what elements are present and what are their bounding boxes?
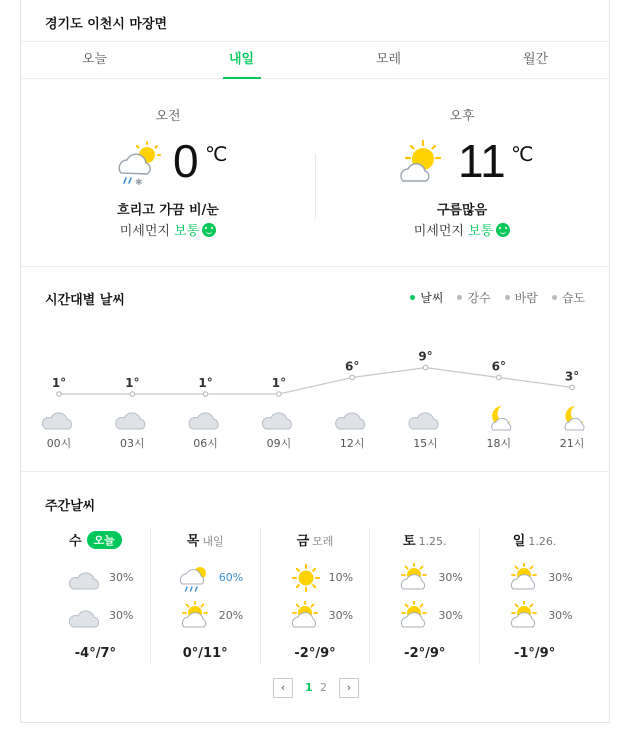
weekly-columns	[41, 528, 589, 664]
legend-label: 날씨	[420, 291, 444, 305]
legend-humidity[interactable]	[552, 289, 585, 306]
smile-face-icon	[496, 223, 510, 237]
sun-cloud-icon	[289, 601, 323, 631]
temp-point	[350, 375, 355, 380]
hourly-weather	[21, 267, 609, 472]
hourly-title: 시간대별 날씨	[45, 293, 125, 308]
am-condition: 흐리고 가끔 비/눈	[117, 203, 219, 218]
temp-point	[423, 365, 428, 370]
legend-dot	[457, 295, 462, 300]
temp-label: 6°	[345, 359, 360, 374]
pm-label: 오후	[449, 109, 475, 124]
weekly-am-row	[151, 563, 260, 593]
cloud-icon	[42, 413, 71, 429]
temp-point	[130, 392, 135, 397]
weekly-am-precip: 30%	[548, 571, 573, 584]
legend-label: 습도	[561, 291, 585, 305]
cloud-icon	[262, 413, 291, 429]
weekly-am-row	[41, 563, 150, 593]
sun-cloud-icon	[398, 601, 432, 631]
weekly-day-name: 목	[186, 534, 200, 549]
pm-condition: 구름많음	[436, 203, 488, 218]
am-temperature: 0	[173, 135, 199, 187]
weekly-day-header	[151, 530, 260, 549]
weekly-title: 주간날씨	[45, 499, 96, 514]
weekly-day-sub: 1.25.	[418, 535, 447, 548]
cloud-sun-rain-snow-icon	[113, 139, 165, 189]
today-badge: 오늘	[87, 531, 122, 549]
legend-wind[interactable]	[505, 289, 538, 306]
cloud-icon	[409, 413, 438, 429]
cloud-icon	[69, 601, 103, 631]
weekly-pm-precip: 30%	[438, 609, 463, 622]
weather-card	[20, 0, 610, 723]
weekly-am-row	[261, 563, 370, 593]
weekly-weather	[21, 472, 609, 722]
time-label: 18시	[486, 437, 512, 450]
am-dust	[21, 220, 315, 239]
day-tabs	[21, 41, 609, 79]
am-panel	[21, 79, 315, 267]
time-label: 00시	[46, 437, 72, 450]
tab-today[interactable]: 오늘	[81, 52, 108, 67]
sun-cloud-icon	[508, 563, 542, 593]
am-temp-unit: ℃	[205, 142, 228, 166]
weekly-day-name: 일	[512, 534, 526, 549]
pm-dust-label: 미세먼지	[413, 224, 464, 239]
weekly-day-name: 금	[296, 534, 310, 549]
pm-temperature: 11	[458, 135, 506, 187]
legend-label: 강수	[467, 291, 491, 305]
weekly-day-sub: 1.26.	[528, 535, 557, 548]
weekly-day-column	[41, 528, 150, 664]
weekly-day-column	[260, 528, 370, 664]
sun-icon	[289, 563, 323, 593]
weekly-am-precip: 30%	[109, 571, 134, 584]
weekly-am-row	[370, 563, 479, 593]
cloud-icon	[116, 413, 145, 429]
hourly-legend	[410, 289, 585, 306]
weekly-pm-precip: 30%	[548, 609, 573, 622]
cloud-icon	[336, 413, 365, 429]
weekly-day-header	[480, 530, 589, 549]
weekly-pm-precip: 30%	[109, 609, 134, 622]
weekly-temp-range: -2°/9°	[404, 646, 446, 661]
weekly-temp-range: -4°/7°	[74, 646, 117, 661]
weekly-temp-range: -1°/9°	[513, 646, 556, 661]
moon-cloud-icon	[492, 406, 511, 430]
weekly-am-precip: 60%	[218, 571, 244, 584]
temp-point	[203, 392, 208, 397]
tab-monthly[interactable]: 월간	[522, 52, 549, 67]
weekly-pm-row	[151, 601, 260, 631]
pm-dust	[315, 220, 609, 239]
sun-cloud-rain-icon	[179, 563, 213, 593]
weekly-pm-precip: 30%	[328, 609, 354, 622]
time-label: 03시	[119, 437, 145, 450]
weekly-pm-row	[370, 601, 479, 631]
sun-cloud-icon	[397, 139, 449, 189]
weekly-temp-range: 0°/11°	[182, 646, 228, 661]
time-label: 09시	[266, 437, 292, 450]
weekly-am-precip: 30%	[438, 571, 463, 584]
moon-cloud-icon	[565, 406, 584, 430]
weekly-day-column	[479, 528, 589, 664]
sun-cloud-icon	[179, 601, 213, 631]
weekly-pm-row	[261, 601, 370, 631]
legend-dot	[552, 295, 557, 300]
temp-point	[277, 392, 282, 397]
tab-tomorrow[interactable]: 내일	[168, 42, 315, 78]
legend-precip[interactable]	[457, 289, 490, 306]
legend-weather[interactable]	[410, 289, 443, 306]
weekly-am-precip: 10%	[328, 571, 354, 584]
svg-text:✱: ✱	[135, 178, 143, 188]
legend-label: 바람	[514, 291, 538, 305]
temp-point	[497, 375, 502, 380]
sun-cloud-icon	[398, 563, 432, 593]
temp-label: 1°	[51, 376, 67, 390]
weekly-day-name: 수	[68, 534, 82, 549]
weekly-temp-range: -2°/9°	[294, 646, 336, 661]
sun-cloud-icon	[508, 601, 542, 631]
temp-point	[57, 392, 62, 397]
cloud-icon	[69, 563, 103, 593]
time-label: 15시	[413, 437, 438, 450]
am-label: 오전	[155, 109, 181, 124]
next-page-button[interactable]: ›	[339, 678, 359, 698]
pm-panel	[315, 79, 609, 267]
weekly-pm-row	[480, 601, 589, 631]
tab-day-after[interactable]: 모레	[375, 52, 402, 67]
temp-label: 1°	[125, 376, 140, 390]
weekly-day-header	[41, 530, 150, 549]
cloud-icon	[189, 413, 218, 429]
location-title: 경기도 이천시 마장면	[45, 17, 168, 32]
temp-label: 1°	[198, 376, 213, 390]
am-pm-summary	[21, 79, 609, 267]
smile-face-icon	[202, 223, 216, 237]
legend-dot	[410, 295, 415, 300]
am-dust-label: 미세먼지	[119, 224, 170, 239]
weekly-day-header	[261, 530, 370, 549]
temp-point	[570, 385, 575, 390]
temp-label: 6°	[491, 359, 506, 374]
page-2[interactable]: 2	[320, 681, 327, 694]
weekly-day-column	[369, 528, 479, 664]
time-label: 12시	[339, 437, 365, 450]
weekly-day-sub: 모레	[312, 535, 334, 548]
temp-label: 3°	[564, 369, 580, 384]
weekly-day-sub: 내일	[202, 535, 224, 548]
weekly-day-column	[150, 528, 260, 664]
weekly-pm-precip: 20%	[218, 609, 244, 622]
legend-dot	[505, 295, 510, 300]
temp-label: 9°	[418, 349, 433, 364]
time-label: 21시	[559, 437, 585, 450]
weekly-day-header	[370, 530, 479, 549]
prev-page-button[interactable]: ‹	[273, 678, 293, 698]
am-dust-level: 보통	[174, 224, 200, 239]
pagination	[21, 678, 609, 700]
weekly-day-name: 토	[403, 534, 416, 549]
temp-label: 1°	[271, 376, 287, 390]
time-label: 06시	[193, 437, 218, 450]
pm-dust-level: 보통	[468, 224, 494, 239]
weekly-am-row	[480, 563, 589, 593]
page-1[interactable]: 1	[305, 681, 313, 694]
pm-temp-unit: ℃	[511, 142, 534, 166]
weekly-pm-row	[41, 601, 150, 631]
